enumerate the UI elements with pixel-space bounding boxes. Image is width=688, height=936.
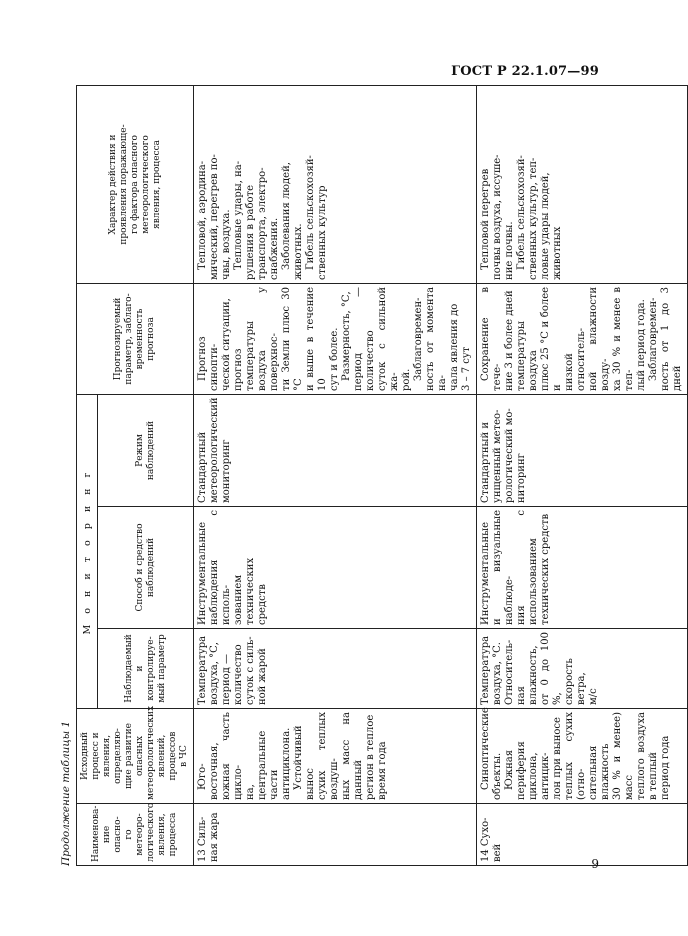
- cell-observation-method: Инструментальные и визуальные наблюде- ния с использованием технических средств: [477, 507, 688, 629]
- cell-observed-parameter: Температура воздуха, °С, период — количество суток с силь- ной жарой: [194, 629, 477, 709]
- cell-initial-process: Юго-восточная, южная часть цикло- на, центральные части антициклона. Устойчивый вынос сухих теплых воздуш- ных масс на данный регион в теплое время года: [194, 709, 477, 804]
- header-observation-method: Способ и средство наблюдений: [98, 507, 194, 629]
- header-forecast: Прогнозируемый параметр, заблаго- временность прогноза: [77, 283, 194, 394]
- cell-hazard-name: 13 Силь- ная жара: [194, 804, 477, 866]
- rotated-table-page: [60, 86, 683, 866]
- header-character: Характер действия и проявления поражающе- го фактора опасного метеорологического явления, процесса: [77, 85, 194, 283]
- cell-observed-parameter: Температура воздуха, °С. Относитель- ная влажность, от 0 до 100 %, скорость ветра, м/с: [477, 629, 688, 709]
- cell-initial-process: Синоптические объекты. Южная периферия циклона, антицик- лон при выносе теплых сухих (отно- сительная влажность 30 % и менее) масс теплого воздуха в теплый период года: [477, 709, 688, 804]
- hazard-monitoring-table: [76, 85, 688, 866]
- cell-observation-regime: Стандартный метеорологический мониторинг: [194, 394, 477, 506]
- header-initial-process: Исходный процесс и явления, определяю- щие развитие опасных метеорологических явлений, процессов в ЧС: [77, 709, 194, 804]
- cell-hazard-name: 14 Сухо- вей: [477, 804, 688, 866]
- page-number: 9: [591, 857, 599, 871]
- cell-observation-regime: Стандартный и унщенный метео- рологический мо- ниторинг: [477, 394, 688, 506]
- table-row: [477, 85, 688, 865]
- header-monitoring: М о н и т о р и н г: [77, 394, 98, 708]
- continuation-label: Продолжение таблицы 1: [60, 720, 72, 866]
- header-hazard-name: Наименова- ние опасно- го метеоро- логического явления, процесса: [77, 804, 194, 866]
- document-code: ГОСТ Р 22.1.07—99: [451, 64, 599, 79]
- header-observation-regime: Режим наблюдений: [98, 394, 194, 506]
- cell-forecast: Прогноз синопти- ческой ситуации, прогноз температуры воздуха у поверхнос- ти Земли плюс 30 °С и выше в течение 10 сут и более. Размерность, °С, период — количество суток с сильной жа- рой. Заблаговремен- ность от момента на- чала явления до 3 – 7 сут: [194, 283, 477, 394]
- cell-character: Тепловой перегрев почвы воздуха, иссуше- ние почвы. Гибель сельскохозяй- ственных культур, теп- ловые удары людей, животных: [477, 85, 688, 283]
- cell-character: Тепловой, аэродина- мический, перегрев по- чвы, воздуха. Тепловые удары, на- рушения в работе транспорта, электро- снабжения. Заболевания людей, животных. Гибель сельскохозяй- ственных культур: [194, 85, 477, 283]
- cell-forecast: Сохранение в тече- ние 3 и более дней температуры воздуха плюс 25 °С и более и низкой относитель- ной влажности возду- ха 30 % и менее в теп- лый период года. Заблаговремен- ность от 1 до 3 дней: [477, 283, 688, 394]
- table-row: [194, 85, 477, 865]
- header-observed-parameter: Наблюдаемый и контролируе- мый параметр: [98, 629, 194, 709]
- cell-observation-method: Инструментальные наблюдения с исполь- зованием технических средств: [194, 507, 477, 629]
